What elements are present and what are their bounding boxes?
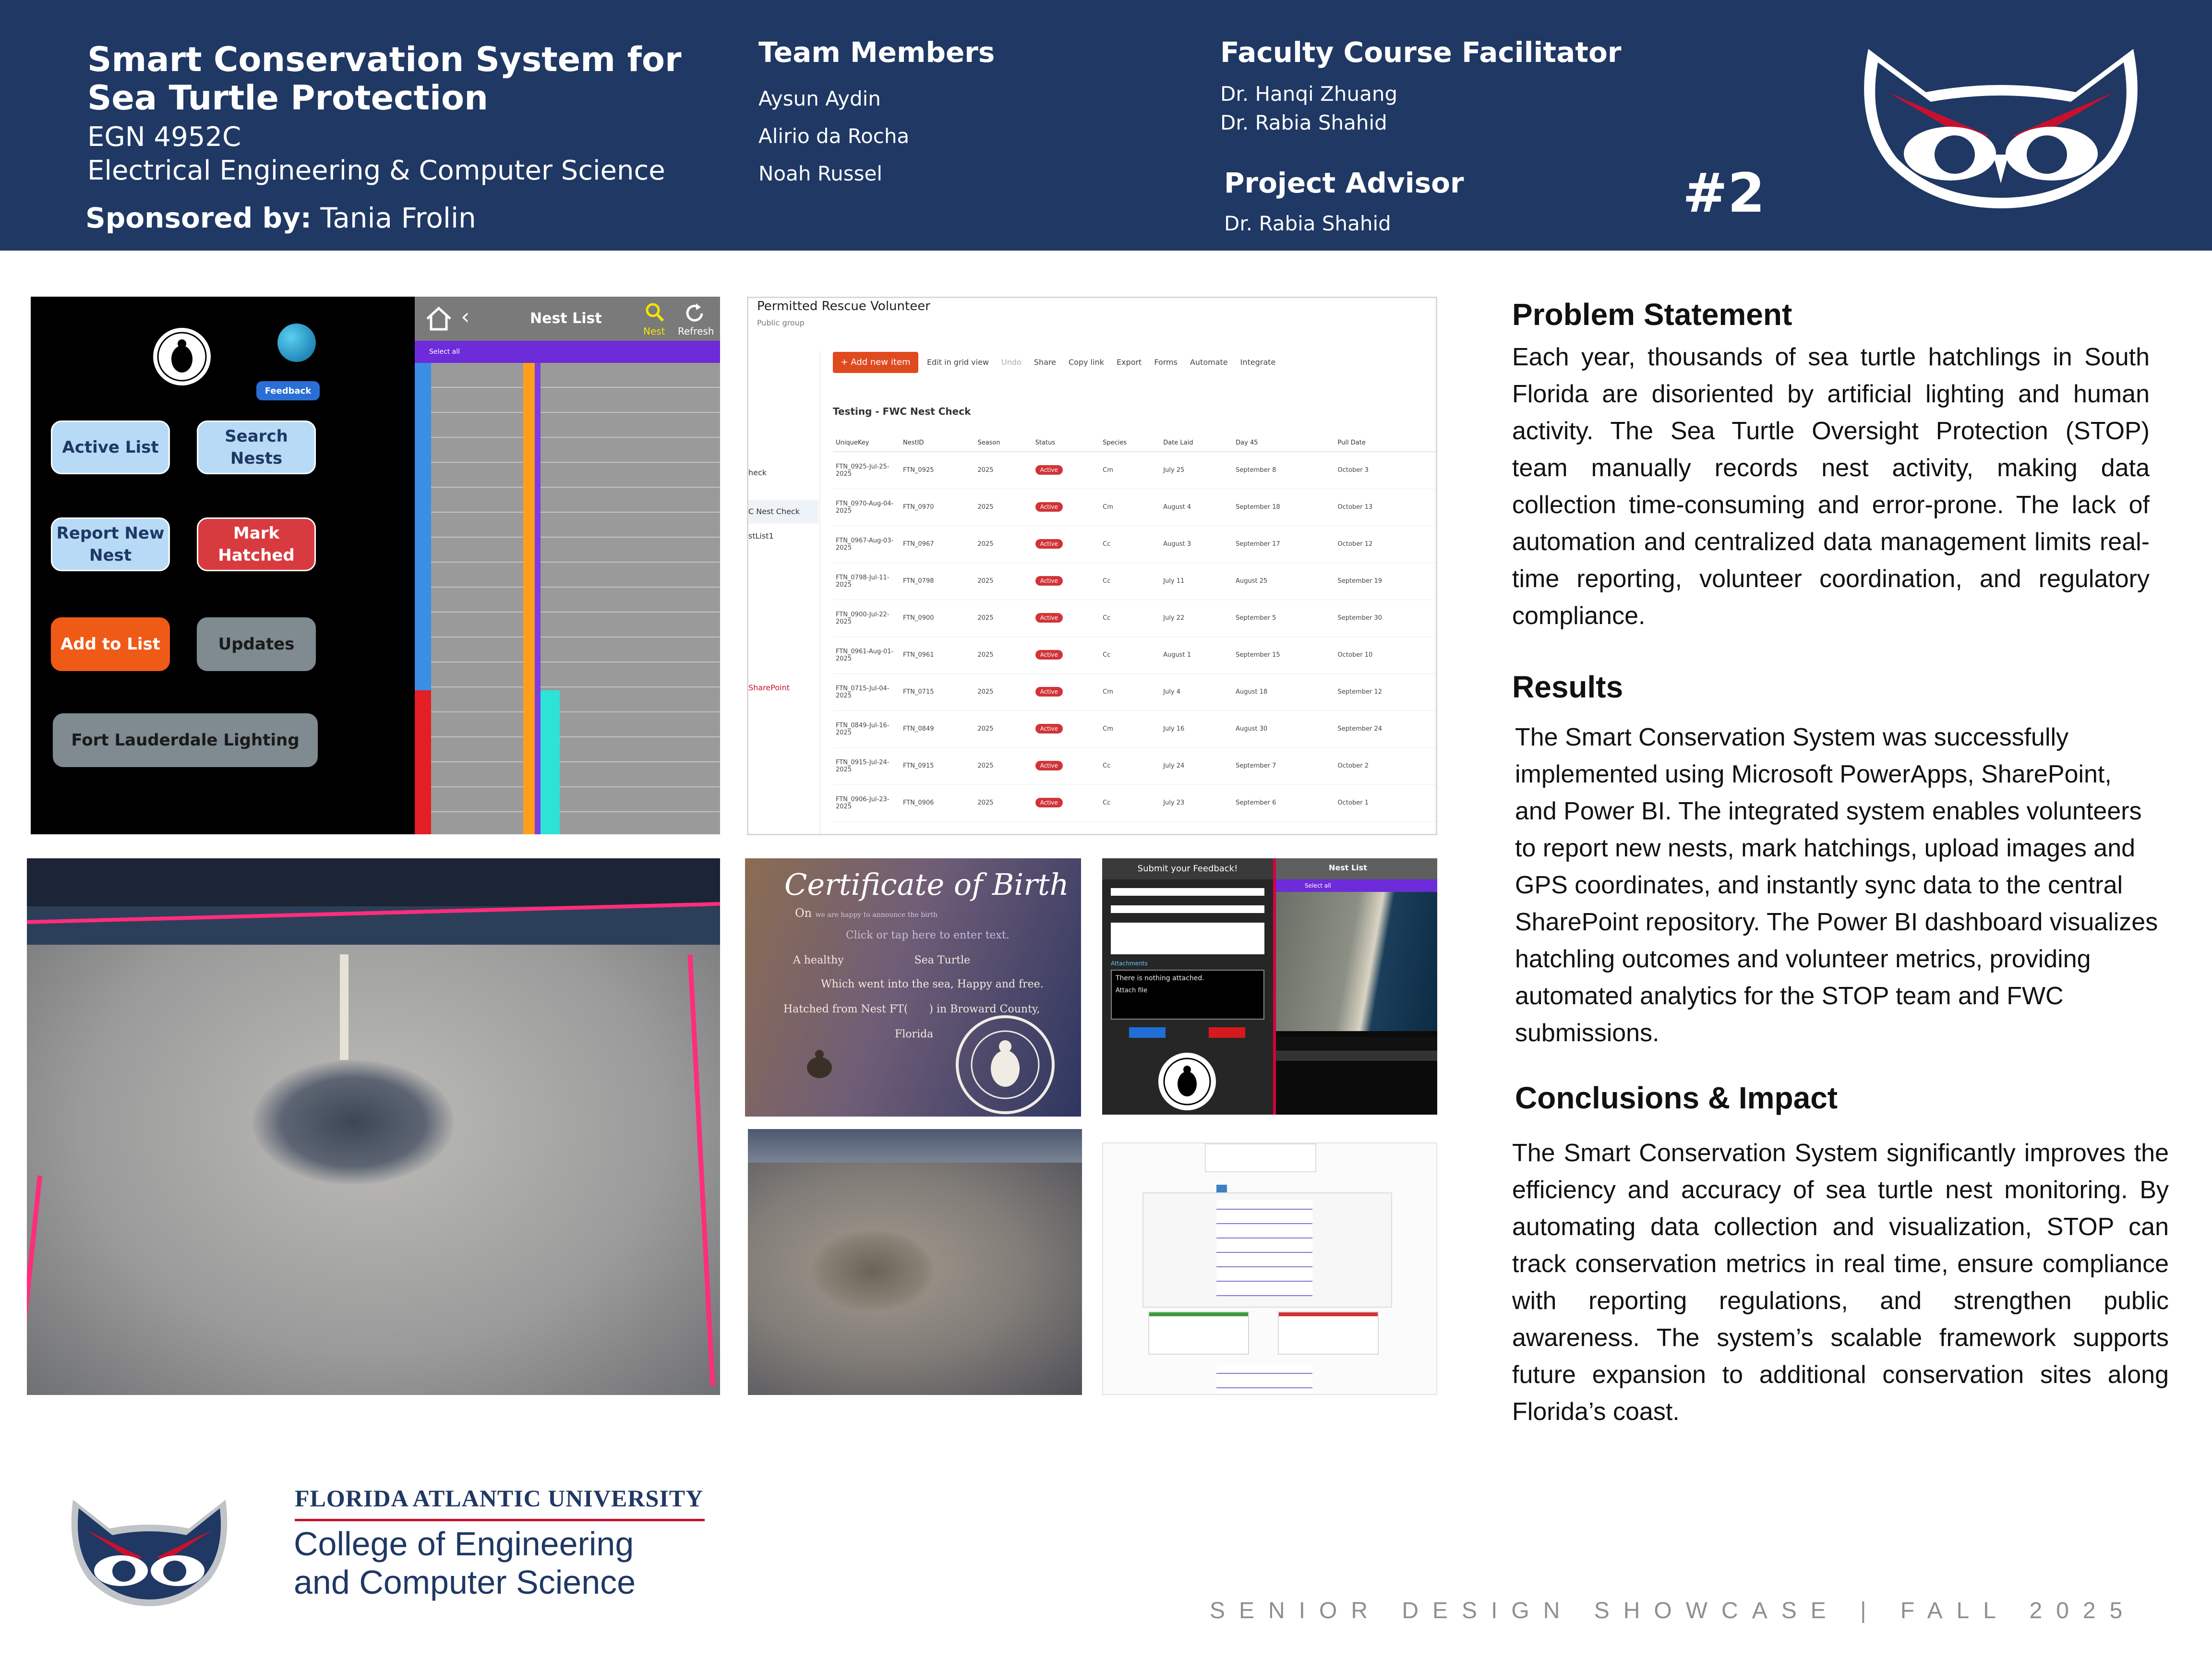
- sp-cell: Cc: [1103, 799, 1111, 806]
- stop-turtle-logo-icon: [151, 325, 213, 388]
- add-to-list-button[interactable]: Add to List: [51, 617, 170, 671]
- sp-integrate-button[interactable]: Integrate: [1240, 358, 1276, 367]
- sp-cell: FTN_0925-Jul-25-2025: [836, 463, 890, 478]
- refresh-label: Refresh: [678, 325, 714, 337]
- birth-certificate-screenshot: [745, 858, 1081, 1117]
- sp-cell: FTN_0970-Aug-04-2025: [836, 500, 894, 515]
- sp-status-badge: Active: [1035, 539, 1063, 549]
- app-home-screenshot: [31, 297, 338, 834]
- map-toolbar: [1276, 858, 1437, 879]
- faculty-heading: Faculty Course Facilitator: [1220, 36, 1622, 69]
- satellite-map[interactable]: [1276, 892, 1437, 1031]
- conclusions-text: The Smart Conservation System significantly improves the efficiency and accuracy of sea turtle nest monitoring. By automating data collection and visualization, STOP can track conservation metrics in real time, ensure compliance with reporting regulations, and strengthen public awareness. The system’s scalable framework supports future expansion to additional conservation sites along Florida’s coast.: [1512, 1139, 2169, 1426]
- cert-line: On we are happy to announce the birth: [795, 906, 938, 920]
- poster-header: [0, 0, 2212, 251]
- fau-owl-footer-logo-icon: [66, 1493, 232, 1606]
- sp-cell: FTN_0961: [903, 651, 934, 659]
- hatchling-icon: [798, 1046, 841, 1085]
- sp-cell: Cc: [1103, 651, 1111, 659]
- sp-cell: 2025: [977, 725, 994, 733]
- map-table-row[interactable]: [1276, 1051, 1437, 1061]
- sp-cell: 2025: [977, 504, 994, 511]
- sp-cell: FTN_0900-Jul-22-2025: [836, 611, 890, 625]
- sponsor-label: Sponsored by:: [85, 202, 312, 234]
- sp-status-badge: Active: [1035, 798, 1063, 807]
- cert-line: Hatched from Nest FT( ) in Broward County,: [783, 1003, 1040, 1015]
- sp-status-badge: Active: [1035, 576, 1063, 586]
- user-avatar[interactable]: [277, 324, 316, 362]
- sp-cell: September 17: [1236, 541, 1280, 548]
- sp-add-new-item-button[interactable]: + Add new item: [833, 352, 918, 373]
- sp-cell: FTN_0915-Jul-24-2025: [836, 758, 890, 773]
- sp-cell: 2025: [977, 467, 994, 474]
- faculty-member: Dr. Hanqi Zhuang: [1220, 82, 1398, 106]
- nest-filter-label: Nest: [643, 325, 665, 337]
- sp-cell: August 1: [1163, 651, 1191, 659]
- feedback-field[interactable]: [1111, 905, 1264, 913]
- sp-cell: Cm: [1103, 725, 1113, 733]
- report-new-nest-button[interactable]: Report New Nest: [51, 517, 170, 571]
- power-automate-flow-screenshot: [1102, 1142, 1437, 1395]
- map-list-title: Nest List: [1329, 863, 1367, 872]
- sp-cell: FTN_0961-Aug-01-2025: [836, 648, 894, 662]
- sp-cell: 2025: [977, 651, 994, 659]
- sp-cell: 2025: [977, 614, 994, 622]
- cancel-button[interactable]: [1209, 1027, 1245, 1038]
- sp-cell: FTN_0715-Jul-04-2025: [836, 685, 890, 699]
- flow-branch-yes: [1148, 1311, 1249, 1355]
- sp-column-header[interactable]: Pull Date: [1335, 434, 1437, 452]
- sp-undo-button[interactable]: Undo: [1001, 358, 1022, 367]
- sp-cell: Cc: [1103, 762, 1111, 769]
- mark-hatched-button[interactable]: Mark Hatched: [197, 517, 316, 571]
- sp-cell: FTN_0906: [903, 799, 934, 806]
- nesting-turtle-photo: [748, 1129, 1082, 1395]
- sharepoint-list-screenshot: [747, 297, 1437, 835]
- sp-cell: 2025: [977, 762, 994, 769]
- sp-column-header[interactable]: Date Laid: [1160, 434, 1233, 452]
- senior-design-showcase-label: SENIOR DESIGN SHOWCASE | FALL 2025: [1210, 1598, 2137, 1623]
- sp-cell: October 1: [1337, 799, 1369, 806]
- sp-list-row[interactable]: [833, 747, 1437, 784]
- sp-cell: FTN_0849-Jul-16-2025: [836, 721, 890, 736]
- sp-edit-grid-button[interactable]: Edit in grid view: [927, 358, 989, 367]
- back-icon[interactable]: ‹: [461, 303, 470, 329]
- turtle-nest-tracks: [252, 1060, 454, 1185]
- sp-cell: July 16: [1163, 725, 1185, 733]
- stop-turtle-logo-icon: [1156, 1050, 1218, 1113]
- sp-cell: FTN_0715: [903, 688, 934, 696]
- sp-cell: September 19: [1337, 577, 1382, 585]
- faculty-member: Dr. Rabia Shahid: [1220, 111, 1387, 134]
- sp-automate-button[interactable]: Automate: [1190, 358, 1228, 367]
- feedback-field[interactable]: [1111, 888, 1264, 896]
- sp-column-header[interactable]: Season: [974, 434, 1032, 452]
- sp-list-row[interactable]: [833, 600, 1437, 637]
- sp-column-header[interactable]: Species: [1100, 434, 1160, 452]
- sp-cell: September 7: [1236, 762, 1276, 769]
- sponsor-line: [85, 203, 476, 233]
- department: Electrical Engineering & Computer Science: [87, 155, 665, 186]
- sp-cell: October 10: [1337, 651, 1373, 659]
- sp-status-cell: [1033, 784, 1100, 821]
- sp-cell: September 15: [1236, 651, 1280, 659]
- poster-number: #2: [1683, 162, 1765, 225]
- sp-list-row[interactable]: [833, 489, 1437, 526]
- nest-list-screenshot: [338, 297, 720, 834]
- advisor-name: Dr. Rabia Shahid: [1224, 212, 1391, 235]
- sp-status-badge: Active: [1035, 502, 1063, 512]
- sp-list-row[interactable]: [833, 637, 1437, 673]
- sp-cell: Cc: [1103, 541, 1111, 548]
- sp-list-row[interactable]: [833, 710, 1437, 747]
- sp-list-row[interactable]: [833, 563, 1437, 600]
- search-icon[interactable]: [645, 302, 664, 324]
- sp-cell: August 18: [1236, 688, 1268, 696]
- sp-status-badge: Active: [1035, 465, 1063, 475]
- course-code: EGN 4952C: [87, 121, 241, 153]
- sp-cell: October 3: [1337, 467, 1369, 474]
- sp-left-nav: [748, 351, 820, 835]
- nest-table: [415, 297, 720, 834]
- sp-cell: FTN_0849: [903, 725, 934, 733]
- attachments-label: Attachments: [1111, 960, 1148, 967]
- sp-cell: August 4: [1163, 504, 1191, 511]
- sp-forms-button[interactable]: Forms: [1154, 358, 1178, 367]
- sp-status-badge: Active: [1035, 650, 1063, 660]
- fau-owl-logo-icon: [1854, 39, 2148, 208]
- refresh-icon[interactable]: [684, 302, 706, 325]
- search-nests-button[interactable]: Search Nests: [197, 421, 316, 474]
- sp-header-row: [833, 434, 1437, 452]
- sp-list-row[interactable]: [833, 452, 1437, 489]
- select-all-bar[interactable]: Select all: [415, 341, 720, 363]
- results-text: The Smart Conservation System was successfully implemented using Microsoft PowerApps, SharePoint, and Power BI. The integrated system enables volunteers to report new nests, mark hatchings, upload images and GPS coordinates, and instantly sync data to the central SharePoint repository. The Power BI dashboard visualizes hatchling outcomes and volunteer metrics, providing automated analytics for the STOP team and FWC submissions.: [1515, 723, 2158, 1047]
- sp-status-cell: [1033, 710, 1100, 747]
- nest-rows[interactable]: [415, 363, 720, 834]
- no-attachments-text: There is nothing attached.: [1116, 974, 1204, 982]
- sp-status-cell: [1033, 673, 1100, 710]
- updates-button[interactable]: Updates: [197, 617, 316, 671]
- sp-cell: September 30: [1337, 614, 1382, 622]
- feedback-form-title: Submit your Feedback!: [1102, 858, 1273, 879]
- cert-line: A healthy Sea Turtle: [793, 954, 971, 966]
- poster-title: Smart Conservation System for Sea Turtle Protection: [87, 40, 682, 118]
- nest-list-title: Nest List: [530, 310, 602, 327]
- sp-cell: Cc: [1103, 577, 1111, 585]
- sp-cell: Cc: [1103, 614, 1111, 622]
- results-heading: Results: [1512, 670, 1623, 704]
- sp-cell: Cm: [1103, 467, 1113, 474]
- university-name: FLORIDA ATLANTIC UNIVERSITY: [295, 1485, 704, 1512]
- nest-map-screenshot: [1273, 858, 1437, 1115]
- nest-status-strip: [415, 690, 431, 834]
- sp-cell: September 6: [1236, 799, 1276, 806]
- sp-cell: FTN_0967-Aug-03-2025: [836, 537, 894, 552]
- certificate-title: Certificate of Birth: [784, 867, 1069, 902]
- sponsor-name: Tania Frolin: [320, 202, 476, 234]
- sp-list-title: Testing - FWC Nest Check: [833, 406, 971, 417]
- sp-cell: 2025: [977, 688, 994, 696]
- feedback-button[interactable]: Feedback: [256, 381, 320, 400]
- sp-command-bar: [927, 358, 1436, 367]
- sp-cell: July 22: [1163, 614, 1185, 622]
- team-member: Alirio da Rocha: [758, 124, 910, 148]
- sp-site-name: Permitted Rescue Volunteer: [757, 299, 930, 313]
- nest-list-toolbar: [415, 297, 720, 341]
- conclusions-heading: Conclusions & Impact: [1515, 1081, 1838, 1115]
- sp-status-cell: [1033, 563, 1100, 600]
- problem-statement-text: Each year, thousands of sea turtle hatchlings in South Florida are disoriented by artificial lighting and human activity. The Sea Turtle Oversight Protection (STOP) team manually records nest activity, making data collection time-consuming and error-prone. The lack of automation and centralized data management limits real-time reporting, volunteer coordination, and regulatory compliance.: [1512, 343, 2150, 630]
- sp-list-row[interactable]: [833, 673, 1437, 710]
- active-list-button[interactable]: Active List: [51, 421, 170, 474]
- nest-site-photo: [27, 858, 720, 1395]
- sp-cell: September 24: [1337, 725, 1382, 733]
- sp-cell: October 13: [1337, 504, 1373, 511]
- sp-nav-item-selected[interactable]: C Nest Check: [748, 500, 818, 524]
- sea-turtle: [810, 1230, 935, 1311]
- team-member: Aysun Aydin: [758, 87, 881, 110]
- sp-cell: FTN_0906-Jul-23-2025: [836, 795, 890, 810]
- sp-status-badge: Active: [1035, 613, 1063, 623]
- sp-cell: FTN_0798: [903, 577, 934, 585]
- stop-seal-icon: [952, 1012, 1058, 1117]
- cert-line: Which went into the sea, Happy and free.: [821, 978, 1044, 990]
- sp-cell: Cm: [1103, 504, 1113, 511]
- sp-status-badge: Active: [1035, 687, 1063, 697]
- sp-cell: July 23: [1163, 799, 1185, 806]
- sp-cell: July 24: [1163, 762, 1185, 769]
- home-icon[interactable]: [424, 304, 453, 333]
- sp-cell: August 25: [1236, 577, 1268, 585]
- attachments-box: [1111, 970, 1264, 1020]
- sp-cell: July 4: [1163, 688, 1181, 696]
- nest-stake: [340, 954, 349, 1060]
- sp-cell: FTN_0925: [903, 467, 934, 474]
- flow-branch-no: [1278, 1311, 1379, 1355]
- sp-status-cell: [1033, 526, 1100, 563]
- problem-statement-heading: Problem Statement: [1512, 297, 1792, 332]
- sp-cell: July 11: [1163, 577, 1185, 585]
- fort-lauderdale-lighting-button[interactable]: Fort Lauderdale Lighting: [53, 713, 318, 767]
- sp-cell: 2025: [977, 799, 994, 806]
- sp-cell: September 18: [1236, 504, 1280, 511]
- sp-status-cell: [1033, 637, 1100, 673]
- species-strip: [541, 690, 560, 834]
- sp-cell: FTN_0967: [903, 541, 934, 548]
- sp-column-header[interactable]: UniqueKey: [833, 434, 900, 452]
- sp-status-cell: [1033, 747, 1100, 784]
- flow-steps: [1216, 1200, 1312, 1296]
- sp-status-badge: Active: [1035, 761, 1063, 770]
- sp-group-label: Public group: [757, 318, 805, 327]
- cert-text-prompt[interactable]: Click or tap here to enter text.: [846, 929, 1010, 941]
- sp-cell: September 5: [1236, 614, 1276, 622]
- feedback-textarea[interactable]: [1111, 923, 1264, 954]
- sp-cell: FTN_0915: [903, 762, 934, 769]
- sp-status-cell: [1033, 452, 1100, 489]
- submit-button[interactable]: [1129, 1027, 1166, 1038]
- sp-cell: July 25: [1163, 467, 1185, 474]
- sp-status-cell: [1033, 600, 1100, 637]
- sp-cell: 2025: [977, 541, 994, 548]
- sp-cell: FTN_0970: [903, 504, 934, 511]
- sp-list-row[interactable]: [833, 526, 1437, 563]
- sp-list-row[interactable]: [833, 784, 1437, 821]
- sp-cell: Cm: [1103, 688, 1113, 696]
- map-table-header: [1276, 1037, 1437, 1051]
- sp-cell: August 3: [1163, 541, 1191, 548]
- sp-nav-item[interactable]: stList1: [748, 531, 774, 541]
- college-name: College of Engineering and Computer Science: [294, 1525, 636, 1601]
- sp-status-badge: Active: [1035, 724, 1063, 733]
- sp-cell: September 8: [1236, 467, 1276, 474]
- sp-cell: FTN_0798-Jul-11-2025: [836, 574, 890, 589]
- sp-export-button[interactable]: Export: [1116, 358, 1142, 367]
- sp-status-cell: [1033, 489, 1100, 526]
- sp-column-header[interactable]: Status: [1033, 434, 1100, 452]
- sp-list-table: [833, 434, 1437, 822]
- map-select-all[interactable]: Select all: [1276, 879, 1437, 892]
- sp-copy-link-button[interactable]: Copy link: [1068, 358, 1104, 367]
- sp-cell: October 12: [1337, 541, 1373, 548]
- feedback-form-screenshot: [1102, 858, 1273, 1115]
- sp-share-button[interactable]: Share: [1034, 358, 1056, 367]
- university-divider: [295, 1519, 705, 1521]
- cert-line: Florida: [895, 1028, 934, 1040]
- sp-nav-sharepoint-link[interactable]: SharePoint: [748, 683, 790, 692]
- sp-nav-item[interactable]: heck: [748, 468, 767, 477]
- sp-cell: September 12: [1337, 688, 1382, 696]
- advisor-heading: Project Advisor: [1224, 167, 1464, 199]
- sp-cell: August 30: [1236, 725, 1268, 733]
- sp-cell: 2025: [977, 577, 994, 585]
- sp-column-header[interactable]: Day 45: [1233, 434, 1334, 452]
- sp-column-header[interactable]: NestID: [900, 434, 974, 452]
- attach-file-link[interactable]: Attach file: [1116, 987, 1148, 994]
- team-member: Noah Russel: [758, 162, 883, 185]
- team-heading: Team Members: [758, 36, 995, 69]
- sp-cell: October 2: [1337, 762, 1369, 769]
- sp-cell: FTN_0900: [903, 614, 934, 622]
